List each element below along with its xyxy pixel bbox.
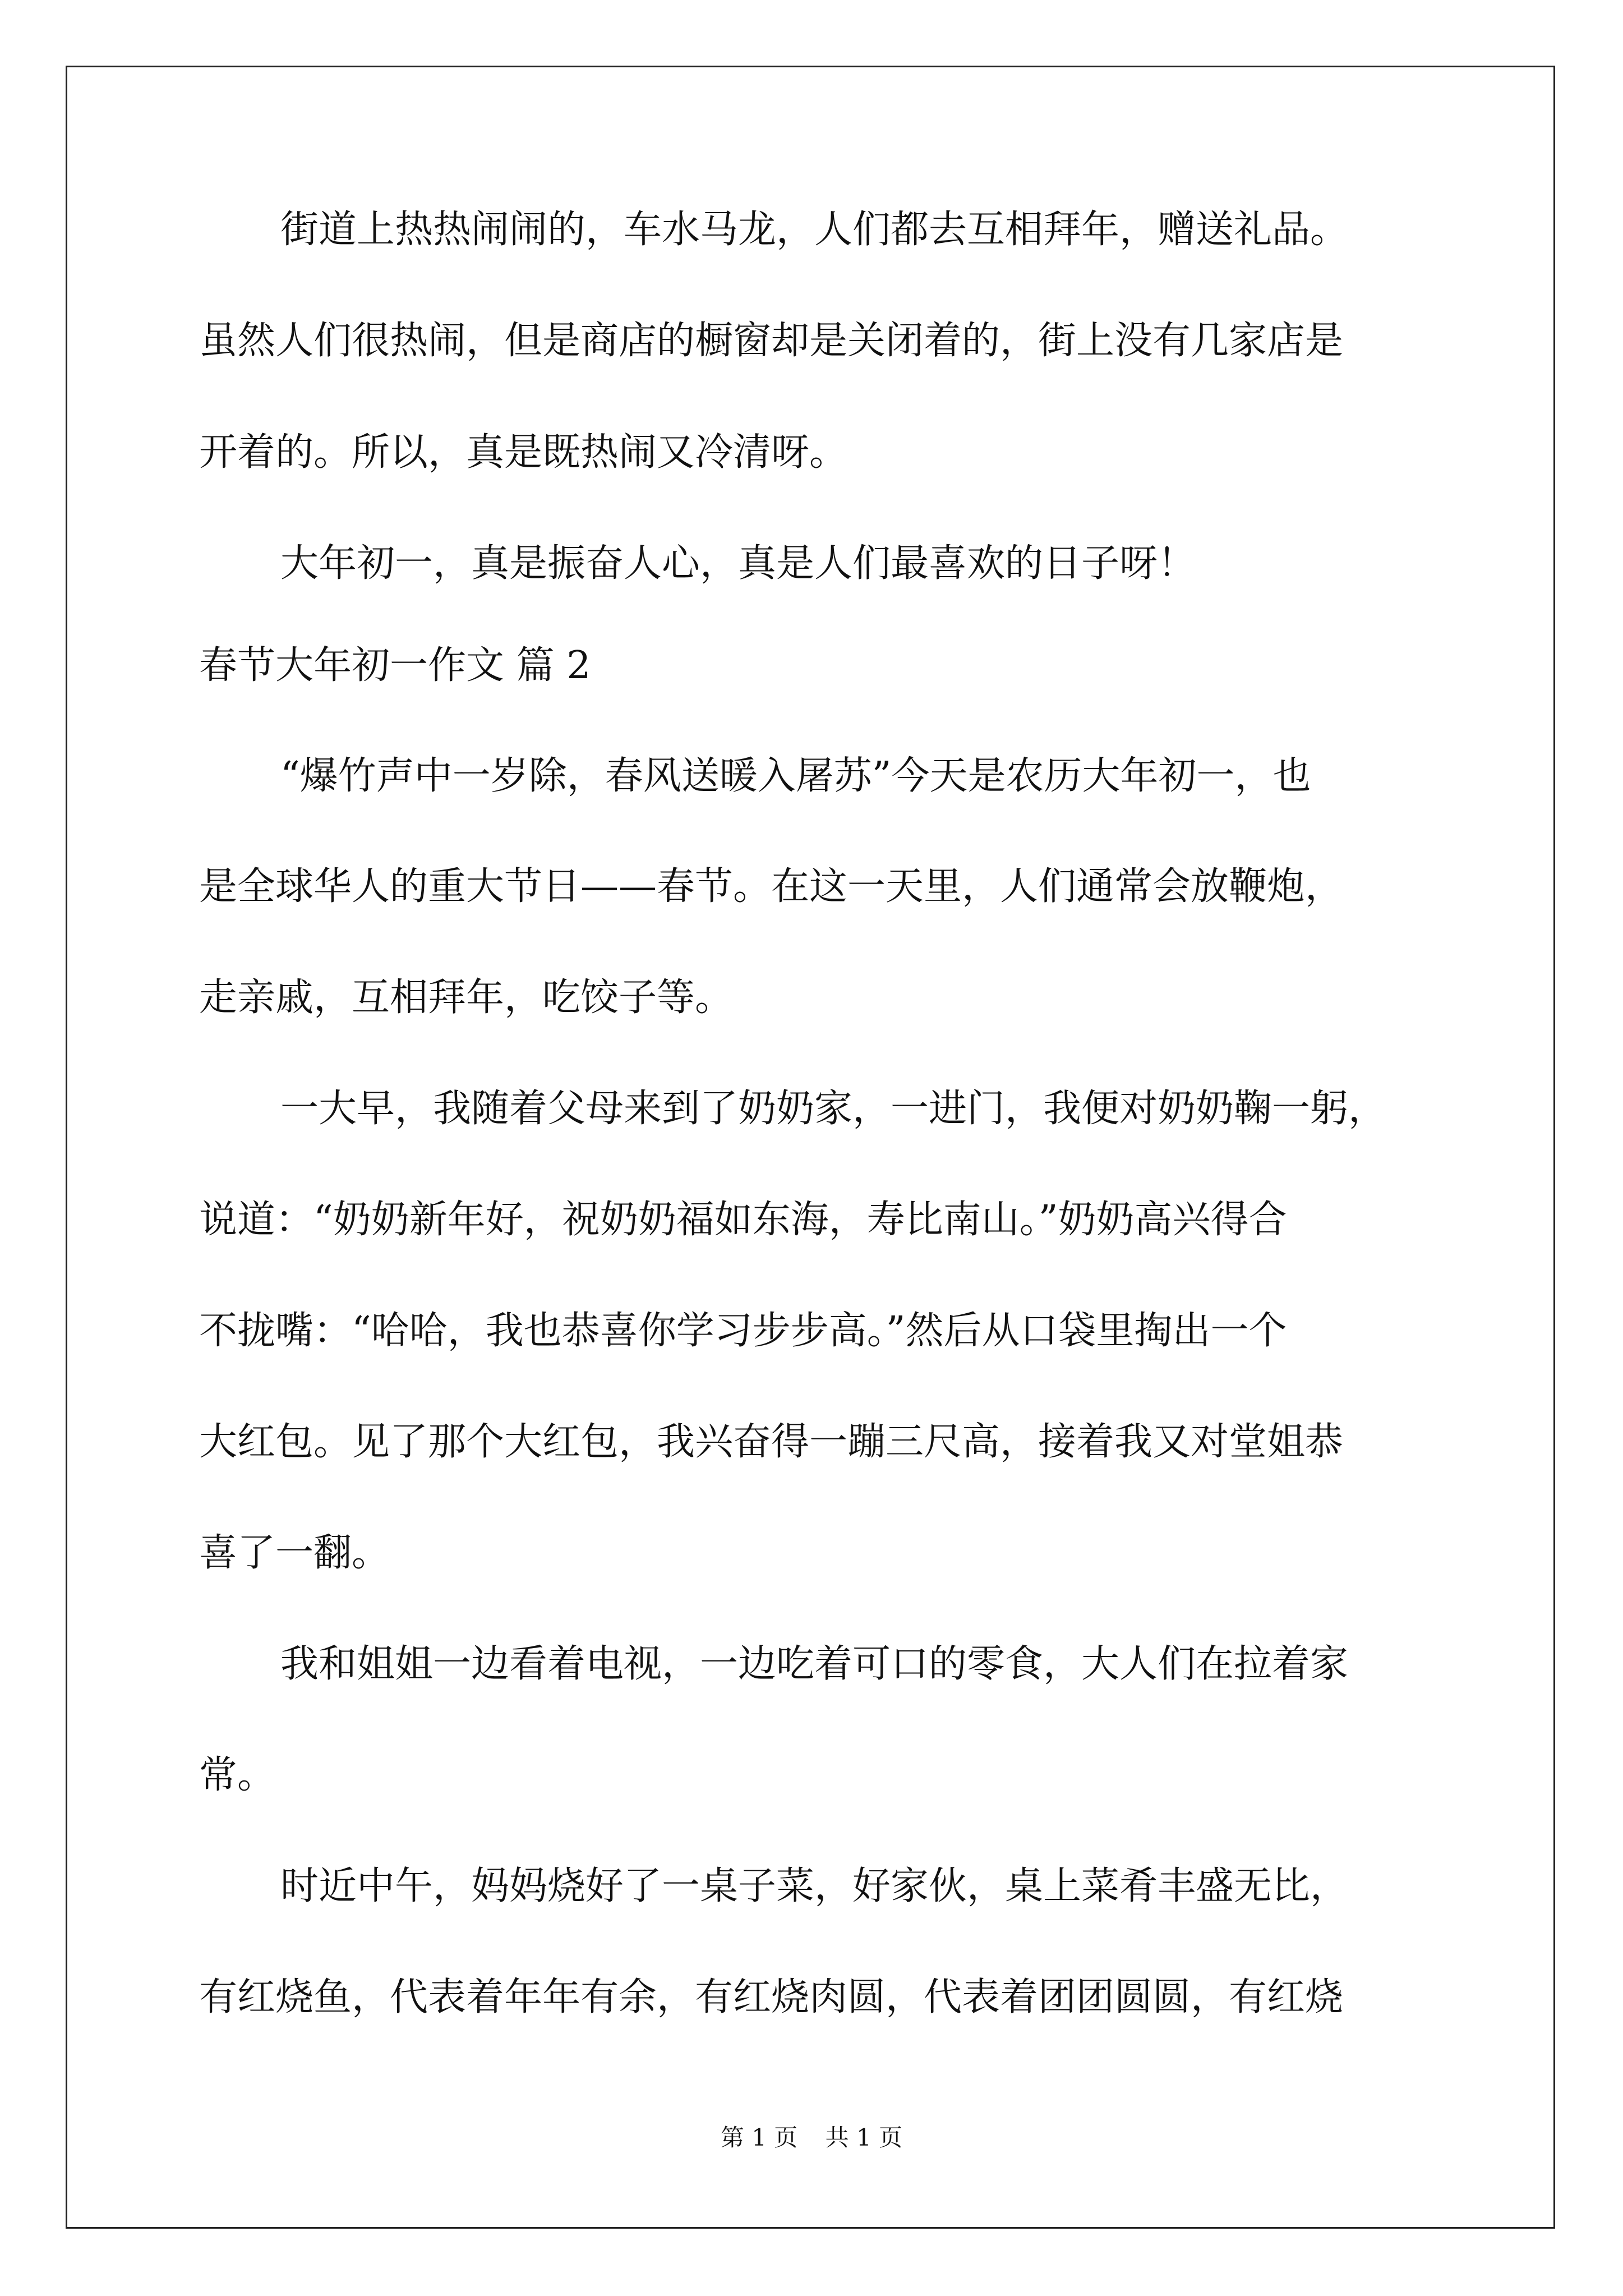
text-line: 不拢嘴：“哈哈，我也恭喜你学习步步高。”然后从口袋里掏出一个 [199,1309,1287,1353]
text-line: 虽然人们很热闹，但是商店的橱窗却是关闭着的，街上没有几家店是 [199,319,1344,363]
page-number: 第 1 页 [720,2124,798,2151]
text-line: 大年初一，真是振奋人心，真是人们最喜欢的日子呀！ [280,541,1196,586]
text-line: 我和姐姐一边看着电视，一边吃着可口的零食，大人们在拉着家 [280,1642,1349,1686]
text-line: 是全球华人的重大节日——春节。在这一天里，人们通常会放鞭炮， [199,864,1344,909]
text-line: 时近中午，妈妈烧好了一桌子菜，好家伙，桌上菜肴丰盛无比， [280,1864,1349,1908]
text-line: 说道：“奶奶新年好，祝奶奶福如东海，寿比南山。”奶奶高兴得合 [199,1198,1287,1242]
text-line: 开着的。所以，真是既热闹又冷清呀。 [199,430,848,475]
text-line: 有红烧鱼，代表着年年有余，有红烧肉圆，代表着团团圆圆，有红烧 [199,1975,1344,2019]
total-pages: 共 1 页 [825,2124,903,2151]
text-line: 走亲戚，互相拜年，吃饺子等。 [199,976,734,1020]
text-line: 常。 [199,1753,276,1797]
text-line: “爆竹声中一岁除，春风送暖入屠苏”今天是农历大年初一，也 [280,754,1311,798]
text-line: 街道上热热闹闹的，车水马龙，人们都去互相拜年，赠送礼品。 [280,208,1349,252]
text-line: 一大早，我随着父母来到了奶奶家，一进门，我便对奶奶鞠一躬， [280,1087,1387,1131]
text-line: 大红包。见了那个大红包，我兴奋得一蹦三尺高，接着我又对堂姐恭 [199,1420,1344,1464]
section-heading: 春节大年初一作文 篇 2 [199,643,591,688]
text-line: 喜了一翻。 [199,1531,390,1575]
page-footer [0,2124,1623,2152]
